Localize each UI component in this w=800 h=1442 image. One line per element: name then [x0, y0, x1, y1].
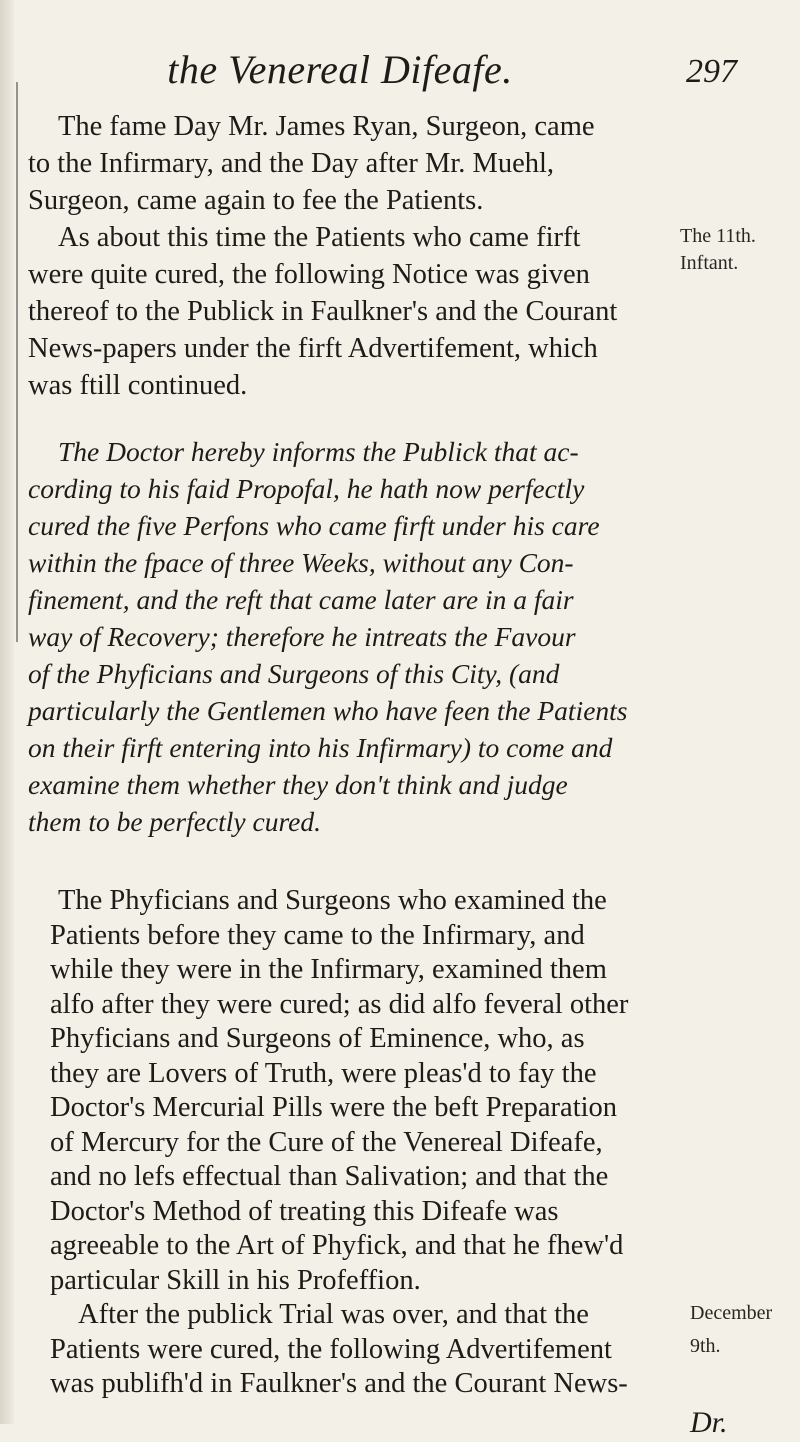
text-line: and no lefs effectual than Salivation; and that the [50, 1161, 609, 1192]
notice-line: way of Recovery; therefore he intreats the Favour [28, 621, 576, 652]
notice-line: examine them whether they don't think and judge [28, 769, 568, 800]
text-line: After the publick Trial was over, and that the [78, 1299, 589, 1330]
text-line: As about this time the Patients who came firft [58, 222, 581, 253]
margin-rule [16, 82, 18, 642]
text-line: Surgeon, came again to fee the Patients. [28, 185, 484, 216]
notice-line: finement, and the reft that came later are in a fair [28, 584, 574, 615]
text-line: The fame Day Mr. James Ryan, Surgeon, came [58, 111, 595, 142]
text-line: News-papers under the firft Advertifement, which [28, 333, 598, 364]
text-line: of Mercury for the Cure of the Venereal Difeafe, [50, 1126, 603, 1158]
notice-line: within the fpace of three Weeks, without any Con- [28, 547, 574, 578]
text-line: they are Lovers of Truth, were pleas'd to fay the [50, 1057, 597, 1089]
notice-line: of the Phyficians and Surgeons of this City, (and [28, 658, 560, 689]
page-header [0, 42, 800, 102]
margin-note: The 11th. [680, 225, 756, 247]
text-line: was publifh'd in Faulkner's and the Courant News- [50, 1368, 628, 1399]
catchword: Dr. [690, 1405, 728, 1439]
text-line: Patients were cured, the following Advertifement [50, 1333, 612, 1365]
text-line: thereof to the Publick in Faulkner's and the Courant [28, 296, 618, 327]
text-line: The Phyficians and Surgeons who examined the [58, 885, 607, 916]
margin-note: December [690, 1302, 773, 1324]
notice-line: The Doctor hereby informs the Publick that ac- [58, 436, 579, 467]
text-line: Doctor's Mercurial Pills were the beft Preparation [50, 1092, 618, 1123]
page-gutter [0, 0, 14, 1424]
text-line: agreeable to the Art of Phyfick, and that he fhew'd [50, 1230, 624, 1261]
notice-line: cording to his faid Propofal, he hath now perfectly [28, 473, 585, 504]
text-line: alfo after they were cured; as did alfo feveral other [50, 988, 629, 1020]
notice-line: particularly the Gentlemen who have feen the Patients [28, 695, 628, 726]
text-line: was ftill continued. [28, 370, 248, 401]
margin-note: Inftant. [680, 252, 739, 274]
notice-line: cured the five Perfons who came firft under his care [28, 510, 600, 541]
margin-note: 9th. [690, 1334, 721, 1357]
running-title: the Venereal Difeafe. [167, 47, 513, 92]
notice-line: on their firft entering into his Infirmary) to come and [28, 732, 613, 763]
text-line: to the Infirmary, and the Day after Mr. Muehl, [28, 148, 555, 179]
notice-line: them to be perfectly cured. [28, 806, 321, 837]
text-line: particular Skill in his Profeffion. [50, 1264, 421, 1296]
text-line: were quite cured, the following Notice was given [28, 259, 590, 290]
text-line: Doctor's Method of treating this Difeafe was [50, 1195, 559, 1227]
text-line: while they were in the Infirmary, examined them [50, 954, 607, 985]
page-number: 297 [686, 53, 737, 90]
text-line: Phyficians and Surgeons of Eminence, who, as [50, 1023, 585, 1054]
text-line: Patients before they came to the Infirmary, and [50, 919, 585, 951]
